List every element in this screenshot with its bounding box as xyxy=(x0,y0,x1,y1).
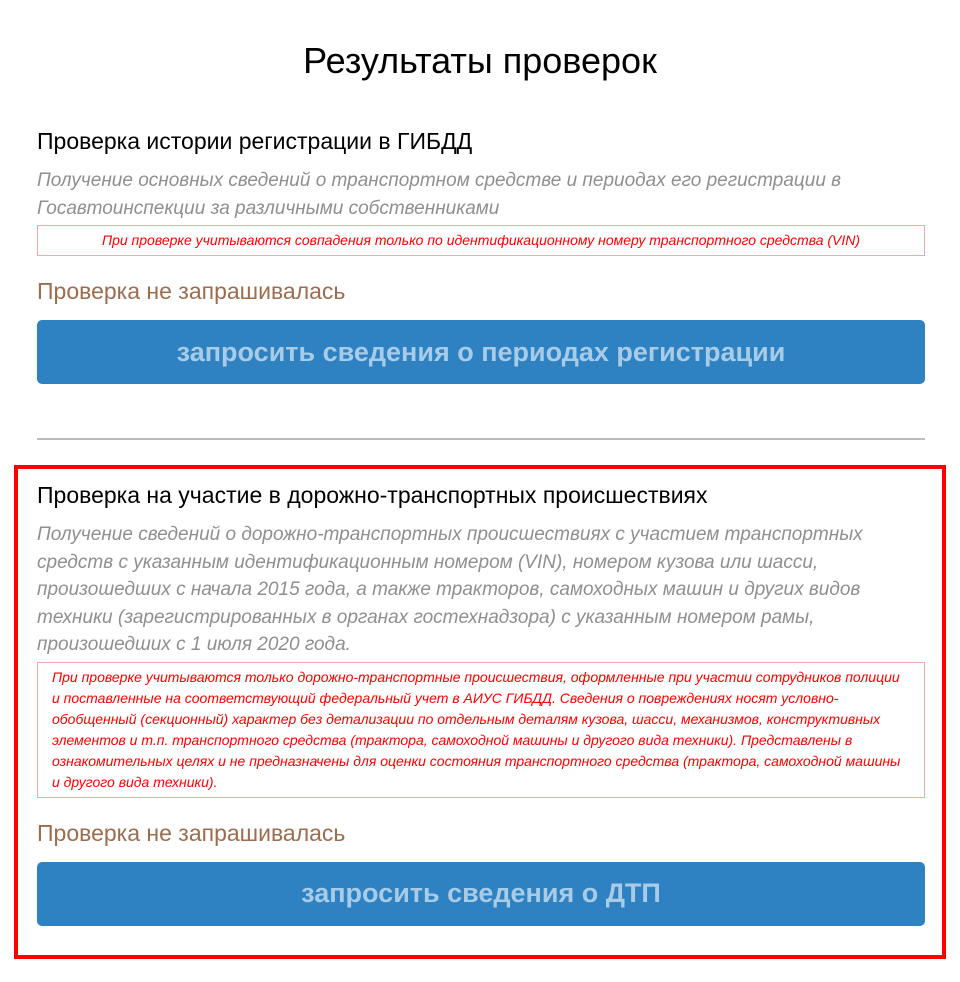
section-title: Проверка на участие в дорожно-транспортных происшествиях xyxy=(37,482,708,508)
section-registration-history xyxy=(37,126,925,384)
status-text: Проверка не запрашивалась xyxy=(37,278,346,304)
section-description: Получение основных сведений о транспортном средстве и периодах его регистрации в Госавтоинспекции за различными собственниками xyxy=(37,170,842,219)
section-accident-check xyxy=(37,480,925,926)
status-text: Проверка не запрашивалась xyxy=(37,819,346,846)
request-registration-periods-button[interactable]: запросить сведения о периодах регистрации xyxy=(37,320,925,384)
section-title: Проверка истории регистрации в ГИБДД xyxy=(37,128,473,154)
divider xyxy=(37,438,925,440)
notice-box: При проверке учитываются совпадения только по идентификационному номеру транспортного средства (VIN) xyxy=(37,225,925,256)
notice-box: При проверке учитываются только дорожно-транспортные происшествия, оформленные при участии сотрудников полиции и поставленные на соответствующий федеральный учет в АИУС ГИБДД. Сведения о повреждениях носят условно-обобщенный (секционный) характер без детализации по отдельным деталям кузова, шасси, механизмов, конструктивных элементов и т.п. транспортного средства (трактора, самоходной машины и другого вида техники). Представлены в ознакомительных целях и не предназначены для оценки состояния транспортного средства (трактора, самоходной машины и другого вида техники). xyxy=(37,662,925,798)
request-accident-info-button[interactable]: запросить сведения о ДТП xyxy=(37,862,925,926)
page-title: Результаты проверок xyxy=(303,40,657,81)
section-description: Получение сведений о дорожно-транспортных происшествиях с участием транспортных средств с указанным идентификационным номером (VIN), номером кузова или шасси, произошедших с начала 2015 года, а также тракторов, самоходных машин и других видов техники (зарегистрированных в органах гостехнадзора) с указанным номером рамы, произошедших с 1 июля 2020 года. xyxy=(37,524,863,655)
